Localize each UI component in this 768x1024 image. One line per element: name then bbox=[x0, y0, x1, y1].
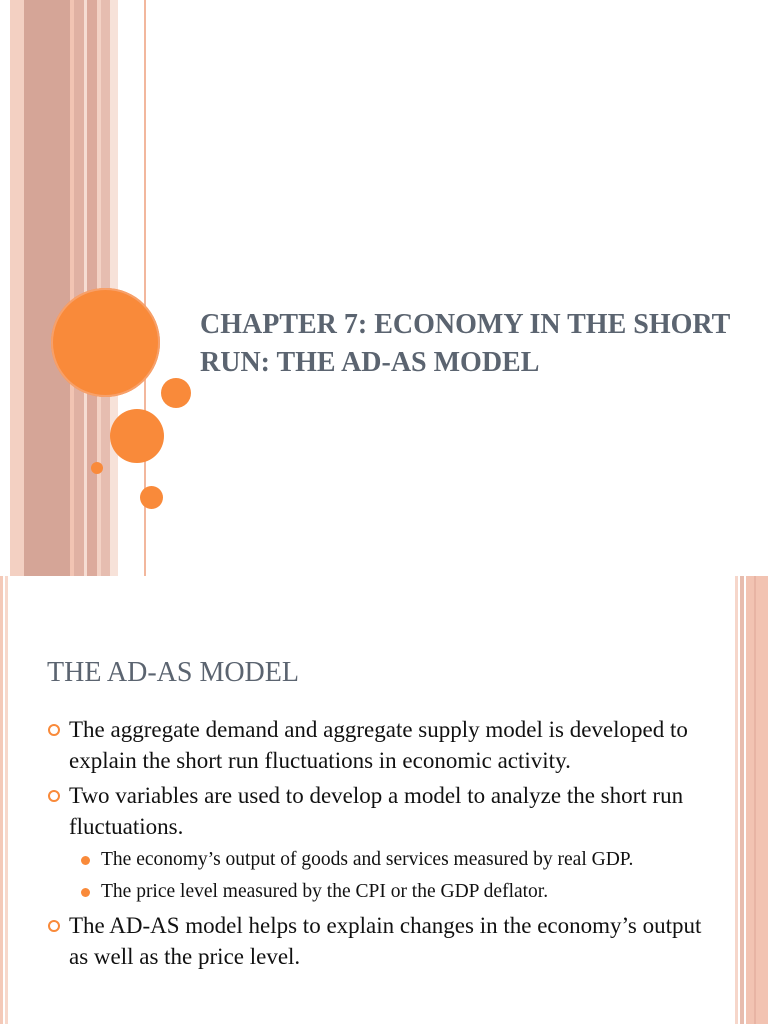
bullet-text: Two variables are used to develop a model to analyze the short run fluctuations. bbox=[69, 783, 684, 839]
sub-bullet-item bbox=[47, 878, 717, 906]
decorative-circle-small bbox=[140, 486, 163, 509]
sub-bullet-item bbox=[47, 846, 717, 874]
bullet-text: The economy’s output of goods and services measured by real GDP. bbox=[101, 849, 634, 870]
decorative-stripe bbox=[746, 576, 768, 1024]
ring-bullet-icon bbox=[48, 724, 60, 736]
bullet-text: The aggregate demand and aggregate supply model is developed to explain the short run fluctuations in economic activity. bbox=[69, 717, 688, 773]
dot-bullet-icon bbox=[81, 856, 90, 865]
decorative-stripe bbox=[735, 576, 738, 1024]
decorative-circle-tiny bbox=[91, 462, 103, 474]
bullet-list bbox=[47, 714, 717, 976]
decorative-stripe bbox=[5, 576, 8, 1024]
decorative-stripe bbox=[10, 0, 24, 576]
dot-bullet-icon bbox=[81, 888, 90, 897]
ring-bullet-icon bbox=[48, 790, 60, 802]
ring-bullet-icon bbox=[48, 920, 60, 932]
decorative-stripe bbox=[740, 576, 744, 1024]
bullet-item bbox=[47, 780, 717, 842]
decorative-stripe bbox=[0, 576, 3, 1024]
content-slide bbox=[0, 576, 768, 1024]
decorative-circle-small bbox=[161, 378, 191, 408]
bullet-text: The AD-AS model helps to explain changes in the economy’s output as well as the price level. bbox=[69, 913, 702, 969]
slide-title: CHAPTER 7: ECONOMY IN THE SHORT RUN: THE AD-AS MODEL bbox=[200, 309, 730, 378]
bullet-text: The price level measured by the CPI or the GDP deflator. bbox=[101, 881, 549, 902]
decorative-circle-large bbox=[51, 288, 160, 397]
decorative-stripe bbox=[754, 576, 756, 1024]
slide-title: THE AD-AS MODEL bbox=[47, 657, 299, 688]
bullet-item bbox=[47, 714, 717, 776]
decorative-stripe bbox=[24, 0, 70, 576]
bullet-item bbox=[47, 910, 717, 972]
decorative-stripe bbox=[74, 0, 84, 576]
decorative-circle-medium bbox=[110, 409, 164, 463]
